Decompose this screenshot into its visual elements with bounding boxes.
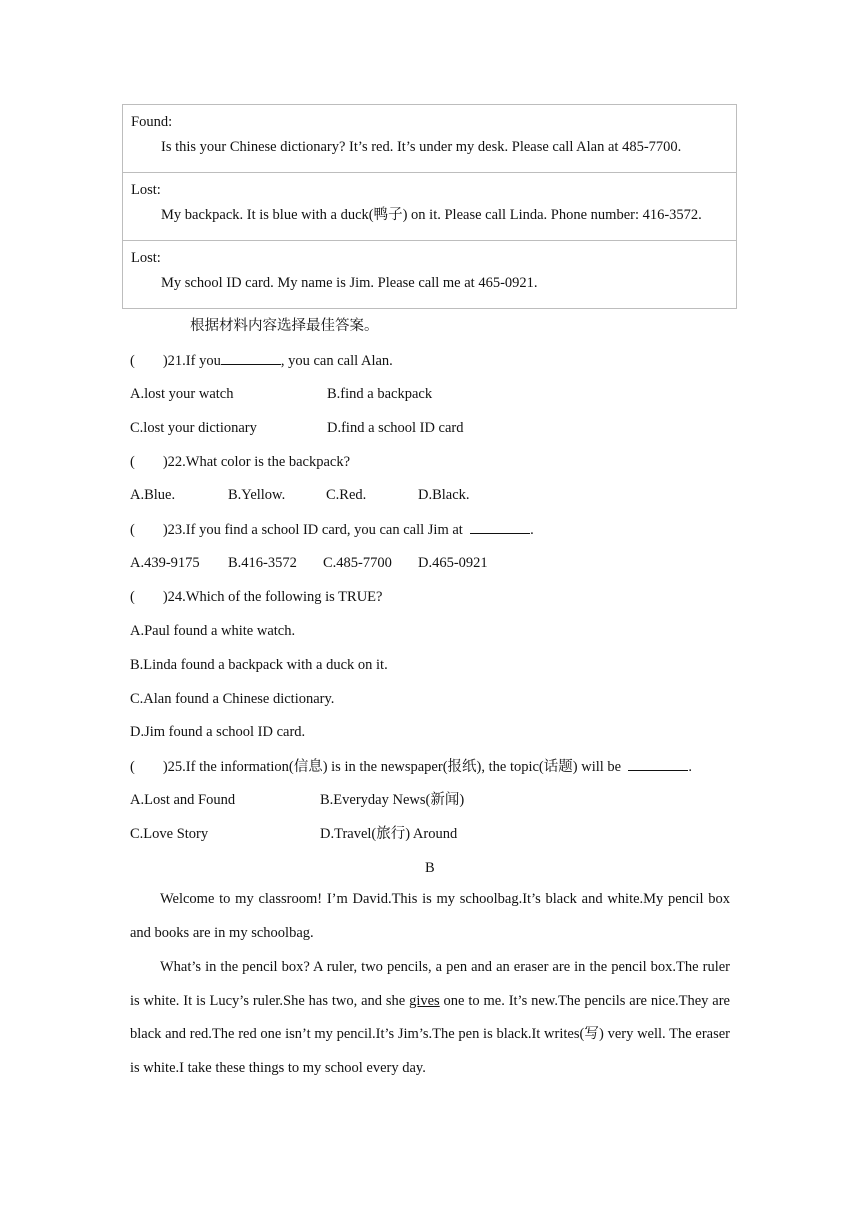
notice-heading: Lost: bbox=[131, 182, 161, 198]
option-a: A.Blue. bbox=[130, 487, 176, 503]
fill-blank[interactable] bbox=[628, 757, 688, 771]
option-d: D.Travel(旅行) Around bbox=[320, 826, 458, 842]
answer-paren: ( bbox=[130, 353, 135, 369]
option-d: D.Black. bbox=[418, 487, 470, 503]
fill-blank[interactable] bbox=[470, 520, 530, 534]
question-text-after: . bbox=[530, 522, 534, 538]
option-c: C.Love Story bbox=[130, 826, 209, 842]
option-b: B.Yellow. bbox=[228, 487, 286, 503]
question-21 bbox=[130, 351, 393, 370]
question-text: )24.Which of the following is TRUE? bbox=[162, 589, 383, 605]
option-a: A.439-9175 bbox=[130, 555, 200, 571]
passage-text: one to me. It’s new.The pencils are nice.They are black and red.The red one isn’t my pencil.It’s Jim’s.The pen is black.It writes(写) very well. The eraser is white.I take these things to my school every day. bbox=[130, 992, 730, 1077]
fill-blank[interactable] bbox=[221, 351, 281, 365]
question-text-after: . bbox=[688, 759, 692, 775]
question-text: )21.If you bbox=[162, 353, 221, 369]
underlined-word: gives bbox=[409, 992, 440, 1009]
answer-paren: ( bbox=[130, 589, 135, 605]
notice-text: My backpack. It is blue with a duck(鸭子) on it. Please call Linda. Phone number: 416-3572. bbox=[161, 207, 702, 223]
option-b: B.416-3572 bbox=[228, 555, 297, 571]
notice-table bbox=[122, 104, 737, 309]
notice-row bbox=[123, 105, 737, 173]
question-25 bbox=[130, 757, 692, 776]
notice-row bbox=[123, 173, 737, 241]
option-d: D.465-0921 bbox=[418, 555, 488, 571]
passage-text: What’s in the pencil box? A ruler, two pencils, a pen and an eraser are in the pencil box.The ruler is white. It is Lucy’s ruler.She has two, and she bbox=[130, 959, 730, 1009]
question-23 bbox=[130, 520, 534, 539]
option-b: B.Everyday News(新闻) bbox=[320, 792, 465, 808]
question-text: )22.What color is the backpack? bbox=[162, 454, 351, 470]
notice-heading: Found: bbox=[131, 114, 173, 130]
option-c: C.lost your dictionary bbox=[130, 420, 257, 436]
option-b: B.find a backpack bbox=[327, 386, 433, 402]
answer-paren: ( bbox=[130, 454, 135, 470]
question-text-after: , you can call Alan. bbox=[280, 353, 393, 369]
instruction: 根据材料内容选择最佳答案。 bbox=[190, 318, 379, 334]
option-b: B.Linda found a backpack with a duck on it. bbox=[130, 657, 388, 673]
question-22 bbox=[130, 453, 350, 471]
option-c: C.485-7700 bbox=[323, 555, 392, 571]
question-text: )23.If you find a school ID card, you can call Jim at bbox=[162, 522, 463, 538]
option-a: A.Lost and Found bbox=[130, 792, 236, 808]
notice-heading: Lost: bbox=[131, 250, 161, 266]
question-text: )25.If the information(信息) is in the newspaper(报纸), the topic(话题) will be bbox=[162, 759, 622, 775]
section-label: B bbox=[425, 860, 435, 876]
notice-text: Is this your Chinese dictionary? It’s red. It’s under my desk. Please call Alan at 485-7700. bbox=[161, 139, 682, 155]
passage-paragraph-1: Welcome to my classroom! I’m David.This is my schoolbag.It’s black and white.My pencil box and books are in my schoolbag. bbox=[130, 891, 730, 941]
question-24 bbox=[130, 588, 382, 606]
answer-paren: ( bbox=[130, 759, 135, 775]
option-c: C.Red. bbox=[326, 487, 367, 503]
option-c: C.Alan found a Chinese dictionary. bbox=[130, 691, 335, 707]
option-d: D.Jim found a school ID card. bbox=[130, 724, 306, 740]
passage-paragraph-2 bbox=[130, 951, 730, 1086]
option-a: A.lost your watch bbox=[130, 386, 234, 402]
answer-paren: ( bbox=[130, 522, 135, 538]
notice-row bbox=[123, 241, 737, 309]
option-a: A.Paul found a white watch. bbox=[130, 623, 296, 639]
notice-text: My school ID card. My name is Jim. Please call me at 465-0921. bbox=[161, 275, 538, 291]
option-d: D.find a school ID card bbox=[327, 420, 464, 436]
